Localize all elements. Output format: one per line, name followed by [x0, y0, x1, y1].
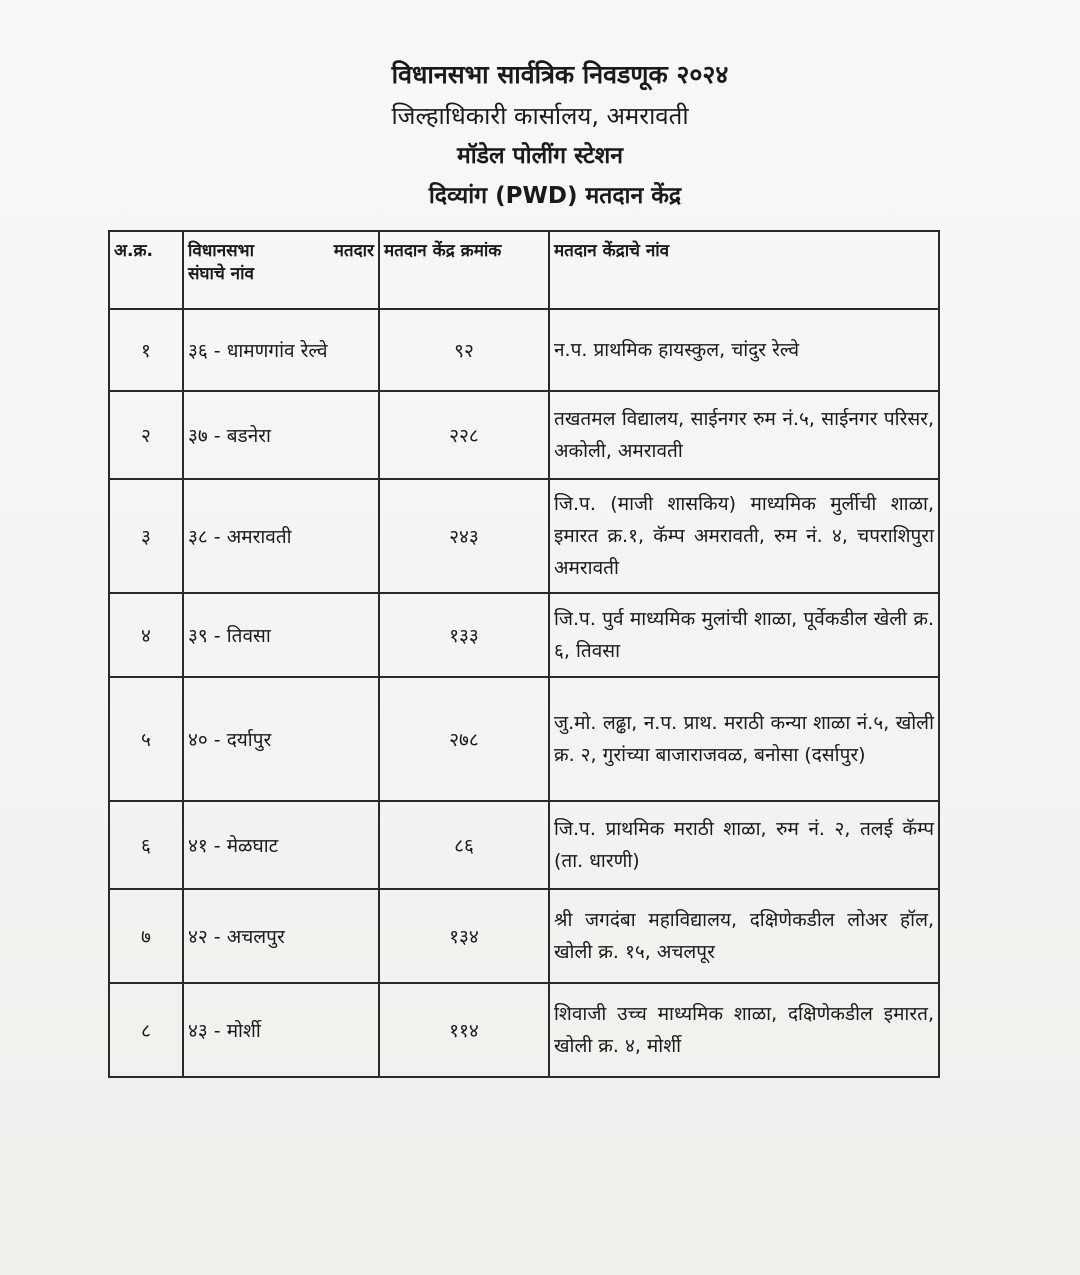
ac-header-part3: संघाचे नांव [188, 264, 254, 284]
ac-name-header [183, 231, 379, 309]
ps-number-cell: २७८ [379, 677, 549, 801]
ac-cell: ४१ - मेळघाट [183, 801, 379, 889]
serial-cell: ३ [109, 479, 183, 593]
table-row [109, 309, 939, 391]
serial-cell: ५ [109, 677, 183, 801]
ps-name-header: मतदान केंद्राचे नांव [549, 231, 939, 309]
ps-name-cell: जु.मो. लढ्ढा, न.प. प्राथ. मराठी कन्या शाळा नं.५, खोली क्र. २, गुरांच्या बाजाराजवळ, बनोसा (दर्सापुर) [549, 677, 939, 801]
ac-header-part2: मतदार [333, 241, 374, 261]
document-header [0, 62, 1080, 208]
ps-name-cell: जि.प. पुर्व माध्यमिक मुलांची शाळा, पूर्वेकडील खेली क्र. ६, तिवसा [549, 593, 939, 677]
pwd-station-title: दिव्यांग (PWD) मतदान केंद्र [428, 183, 682, 209]
ps-name-cell: जि.प. (माजी शासकिय) माध्यमिक मुर्लीची शाळा, इमारत क्र.१, कॅम्प अमरावती, रुम नं. ४, चपराशिपुरा अमरावती [549, 479, 939, 593]
ac-cell: ३९ - तिवसा [183, 593, 379, 677]
table-row [109, 677, 939, 801]
table-row [109, 391, 939, 479]
table-header-row [109, 231, 939, 309]
serial-cell: २ [109, 391, 183, 479]
ps-name-cell: तखतमल विद्यालय, साईनगर रुम नं.५, साईनगर परिसर, अकोली, अमरावती [549, 391, 939, 479]
ps-number-cell: २४३ [379, 479, 549, 593]
table-row [109, 593, 939, 677]
election-title: विधानसभा सार्वत्रिक निवडणूक २०२४ [391, 60, 729, 89]
ps-name-cell: जि.प. प्राथमिक मराठी शाळा, रुम नं. २, तलई कॅम्प (ता. धारणी) [549, 801, 939, 889]
ac-header-part1: विधानसभा [188, 241, 254, 261]
serial-cell: ७ [109, 889, 183, 983]
ac-cell: ४३ - मोर्शी [183, 983, 379, 1077]
ac-cell: ४० - दर्यापुर [183, 677, 379, 801]
ac-cell: ३६ - धामणगांव रेल्वे [183, 309, 379, 391]
polling-station-table [108, 230, 940, 1078]
serial-cell: १ [109, 309, 183, 391]
ps-number-cell: १३४ [379, 889, 549, 983]
serial-cell: ४ [109, 593, 183, 677]
table-row [109, 801, 939, 889]
office-name: जिल्हाधिकारी कार्सालय, अमरावती [391, 102, 689, 130]
ps-number-cell: २२८ [379, 391, 549, 479]
ps-number-cell: ११४ [379, 983, 549, 1077]
ps-number-cell: १३३ [379, 593, 549, 677]
serial-cell: ८ [109, 983, 183, 1077]
ac-cell: ३७ - बडनेरा [183, 391, 379, 479]
table-row [109, 889, 939, 983]
ps-number-cell: ८६ [379, 801, 549, 889]
ps-number-header: मतदान केंद्र क्रमांक [379, 231, 549, 309]
ps-number-cell: ९२ [379, 309, 549, 391]
ps-name-cell: श्री जगदंबा महाविद्यालय, दक्षिणेकडील लोअर हॉल, खोली क्र. १५, अचलपूर [549, 889, 939, 983]
ac-cell: ३८ - अमरावती [183, 479, 379, 593]
serial-header: अ.क्र. [109, 231, 183, 309]
ac-cell: ४२ - अचलपुर [183, 889, 379, 983]
serial-cell: ६ [109, 801, 183, 889]
ps-name-cell: शिवाजी उच्च माध्यमिक शाळा, दक्षिणेकडील इमारत, खोली क्र. ४, मोर्शी [549, 983, 939, 1077]
table-row [109, 983, 939, 1077]
ps-name-cell: न.प. प्राथमिक हायस्कुल, चांदुर रेल्वे [549, 309, 939, 391]
table-row [109, 479, 939, 593]
model-station-title: मॉडेल पोलींग स्टेशन [456, 143, 624, 169]
